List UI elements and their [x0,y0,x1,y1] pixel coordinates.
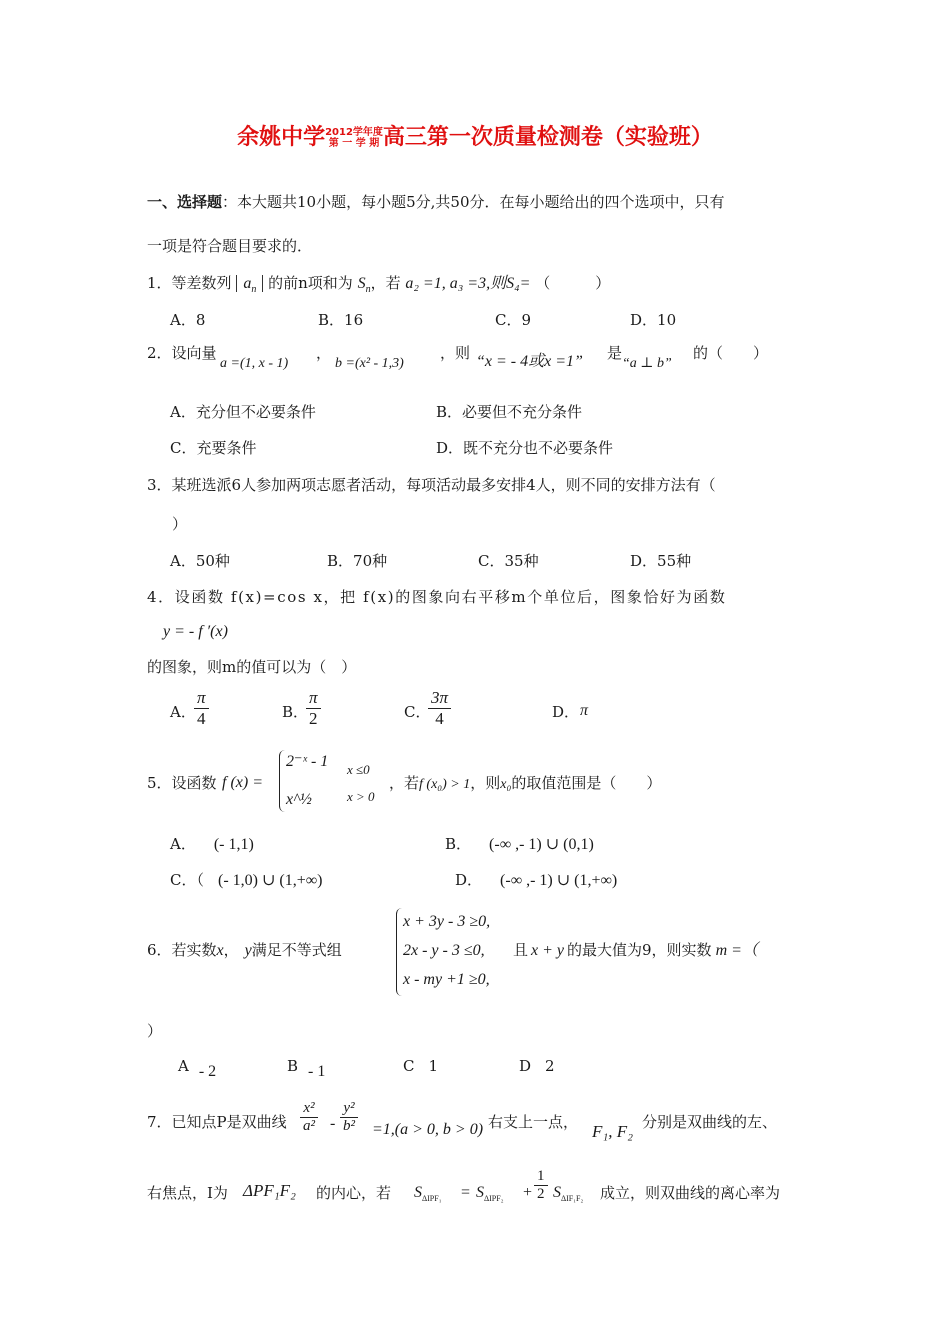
q5-x0: x₀ [500,777,512,792]
q5-option-c-label: C．（ [170,871,204,889]
q7-line2-b: 的内心，若 [316,1184,392,1202]
q5-option-a-val: (- 1,1) [213,836,254,853]
title-year-bottom: 第 一 学 期 [328,138,380,149]
q6-option-d-val: 2 [545,1057,555,1075]
q1-stem [147,273,610,300]
q3-option-b: B．70种 [327,552,388,570]
q7-s1-sub: ΔIPF₁ [422,1194,442,1204]
q7-line2-a: 右焦点，I为 [147,1184,228,1202]
q2-vector-b: b =(x² - 1,3) [335,356,404,371]
q1-condition: a₂ =1, a₃ =3,则S₄= [405,275,531,292]
q7-s3-sub: ΔIF₁F₂ [561,1194,584,1204]
q2-option-d: D．既不充分也不必要条件 [436,439,614,457]
q2-comma: ， [316,344,332,362]
q6-option-c [403,1056,438,1076]
q5-brace [279,750,286,812]
q7-foci: F₁, F₂ [592,1122,634,1141]
q5-option-d-label: D． [455,871,483,889]
q7-eq: =1,(a > 0, b > 0) [372,1121,484,1138]
q7-half [534,1168,548,1203]
q5-fx: f (x) = [222,774,263,791]
q7-s3 [553,1183,583,1209]
q6-stem-c-text: 且 [513,941,529,959]
q4-a-den: 4 [197,709,206,728]
title-school: 余姚中学 [237,125,326,150]
q7-s2-sub: ΔIPF₂ [484,1194,504,1204]
q6-stem-d: 的最大值为9，则实数 [567,941,712,959]
q4-stem2: 的图象，则m的值可以为（ ） [147,658,357,676]
q7-frac-y-den: b² [343,1118,355,1134]
q7-half-num: 1 [534,1168,548,1186]
q1-option-a: A．8 [170,311,206,329]
q7-frac-y [340,1100,358,1135]
q6-stem-a-text: 6．若实数 [147,941,217,959]
q4-option-d: π [580,702,589,719]
q4-stem: 4．设函数 f(x)=cos x，把 f(x)的图象向右平移m个单位后，图象恰好为函数 [147,588,727,606]
q5-option-a-label: A． [170,835,196,853]
q7-s1-s: S [414,1184,422,1201]
q4-function: y = - f ′(x) [163,623,228,640]
q7-frac-x-num: x² [300,1100,318,1118]
q7-eq2: = [461,1184,471,1201]
title-year [325,127,383,149]
q6-m: m =（ [715,942,758,959]
q7-stem-b: 右支上一点， [488,1113,579,1131]
q7-plus: + [523,1184,533,1201]
q6-ineq-3: x - my +1 ≥0, [403,971,490,988]
title-rest: 高三第一次质量检测卷（实验班） [382,125,713,150]
q4-b-num: π [306,688,321,709]
q6-ineq-2: 2x - y - 3 ≤0, [403,942,485,959]
q2-condition: “x = - 4或x =1” [476,353,583,370]
q1-stem-c: ，若 [370,274,401,292]
section-intro-line1 [147,192,725,212]
q7-frac-x [300,1100,318,1135]
q2-stem-d: 的（ ） [693,344,769,362]
q4-option-c-frac [428,688,451,729]
q6-option-c-val: 1 [428,1057,439,1075]
q4-label-a: A． [170,703,196,721]
q5-stem-d: 的取值范围是（ ） [511,774,662,792]
q7-stem-a: 7．已知点P是双曲线 [147,1113,287,1131]
q6-option-a-label: A [178,1057,189,1075]
q7-s2-s: S [476,1184,484,1201]
q1-seq [236,275,263,296]
q2-stem-a: 2．设向量 [147,344,217,362]
q5-option-d [455,870,617,891]
q6-stem-a: 6．若实数x， y满足不等式组 [147,941,342,959]
q4-option-b-frac [306,688,321,729]
q4-c-den: 4 [435,709,444,728]
q6-option-d [519,1056,555,1076]
q1-stem-a: 1．等差数列 [147,274,232,292]
q5-option-b [445,834,594,855]
q7-half-den: 2 [537,1186,545,1202]
q1-seq-sub: n [251,284,257,296]
q6-stem-c [513,940,758,961]
q1-answer-paren: （ ） [535,274,611,292]
q2-option-a: A．充分但不必要条件 [170,403,316,421]
q5-case1-cond: x ≤0 [347,762,370,777]
q3-option-a: A．50种 [170,552,230,570]
q7-stem-c: 分别是双曲线的左、 [642,1113,778,1131]
q1-seq-a: a [243,275,252,292]
q6-option-c-label: C [403,1057,415,1075]
q5-option-d-val: (-∞ ,- 1) ∪ (1,+∞) [500,872,618,889]
q4-option-a-frac [194,688,209,729]
q2-stem-c: 是 [607,344,623,362]
q6-ineq-1: x + 3y - 3 ≥0, [403,913,491,930]
q1-sn-s: S [357,275,366,292]
q2-option-c: C．充要条件 [170,439,257,457]
q3-stem-end: ） [172,515,188,533]
q4-a-num: π [194,688,209,709]
q6-brace [396,908,403,996]
q5-condition: f (x₀) > 1 [419,777,471,792]
q1-option-c: C．9 [495,311,532,329]
q5-case2: x^½ [286,791,312,808]
q6-xy: x + y [531,942,565,959]
q5-option-b-val: (-∞ ,- 1) ∪ (0,1) [489,836,594,853]
q7-s1 [414,1183,442,1209]
q4-label-c: C． [404,703,431,721]
q7-s2 [476,1183,504,1209]
q3-option-c: C．35种 [478,552,539,570]
title-year-top: 2012学年度 [325,127,383,138]
q6-option-d-label: D [519,1057,532,1075]
q6-stem-end: ） [147,1022,163,1040]
q5-stem-a: 5．设函数 [147,774,217,792]
q5-stem-b-text: ，若 [389,774,420,792]
q7-triangle: ΔPF₁F₂ [243,1181,296,1200]
q6-option-b [287,1056,326,1080]
q6-x: x [216,942,224,959]
q2-stem-b: ，则 [440,344,471,362]
q5-case2-cond: x > 0 [347,789,375,804]
page-title [0,120,950,151]
q5-option-a [170,834,254,855]
q6-option-b-val: - 1 [308,1063,326,1080]
q4-b-den: 2 [309,709,318,728]
q6-option-a-val: - 2 [198,1063,217,1080]
q6-option-a [178,1056,217,1080]
q4-label-d: D． [552,703,580,721]
q2-vector-a: a =(1, x - 1) [220,356,289,371]
q6-stem-b: 满足不等式组 [251,941,342,959]
q7-frac-y-num: y² [340,1100,358,1118]
q7-minus: - [330,1115,336,1132]
q1-stem-b: 的前n项和为 [268,274,353,292]
q5-option-c-val: (- 1,0) ∪ (1,+∞) [217,872,323,889]
q5-case1: 2⁻ˣ - 1 [286,753,329,770]
q3-stem: 3．某班选派6人参加两项志愿者活动，每项活动最多安排4人，则不同的安排方法有（ [147,476,716,494]
q6-option-b-label: B [287,1057,299,1075]
q7-s3-s: S [553,1184,561,1201]
q3-option-d: D．55种 [630,552,692,570]
q5-stem-b [389,773,661,795]
q4-label-b: B． [282,703,309,721]
q2-option-b: B．必要但不充分条件 [436,403,583,421]
section-intro-1: ：本大题共10小题，每小题5分,共50分．在每小题给出的四个选项中，只有 [222,193,725,211]
q7-frac-x-den: a² [303,1118,315,1134]
section-heading: 一、选择题 [147,193,223,211]
q5-option-b-label: B． [445,835,472,853]
q5-stem-c: ，则 [470,774,501,792]
q1-option-d: D．10 [630,311,677,329]
q7-line2-c: 成立，则双曲线的离心率为 [600,1184,781,1202]
q6-y: y [244,942,252,959]
q1-option-b: B．16 [318,311,364,329]
section-intro-2: 一项是符合题目要求的． [147,237,313,255]
q1-sn-sub: n [365,284,371,296]
q5-option-c [170,870,322,891]
q2-perp: “a ⊥ b” [622,356,672,371]
q1-sn [357,275,371,296]
q4-c-num: 3π [428,688,451,709]
